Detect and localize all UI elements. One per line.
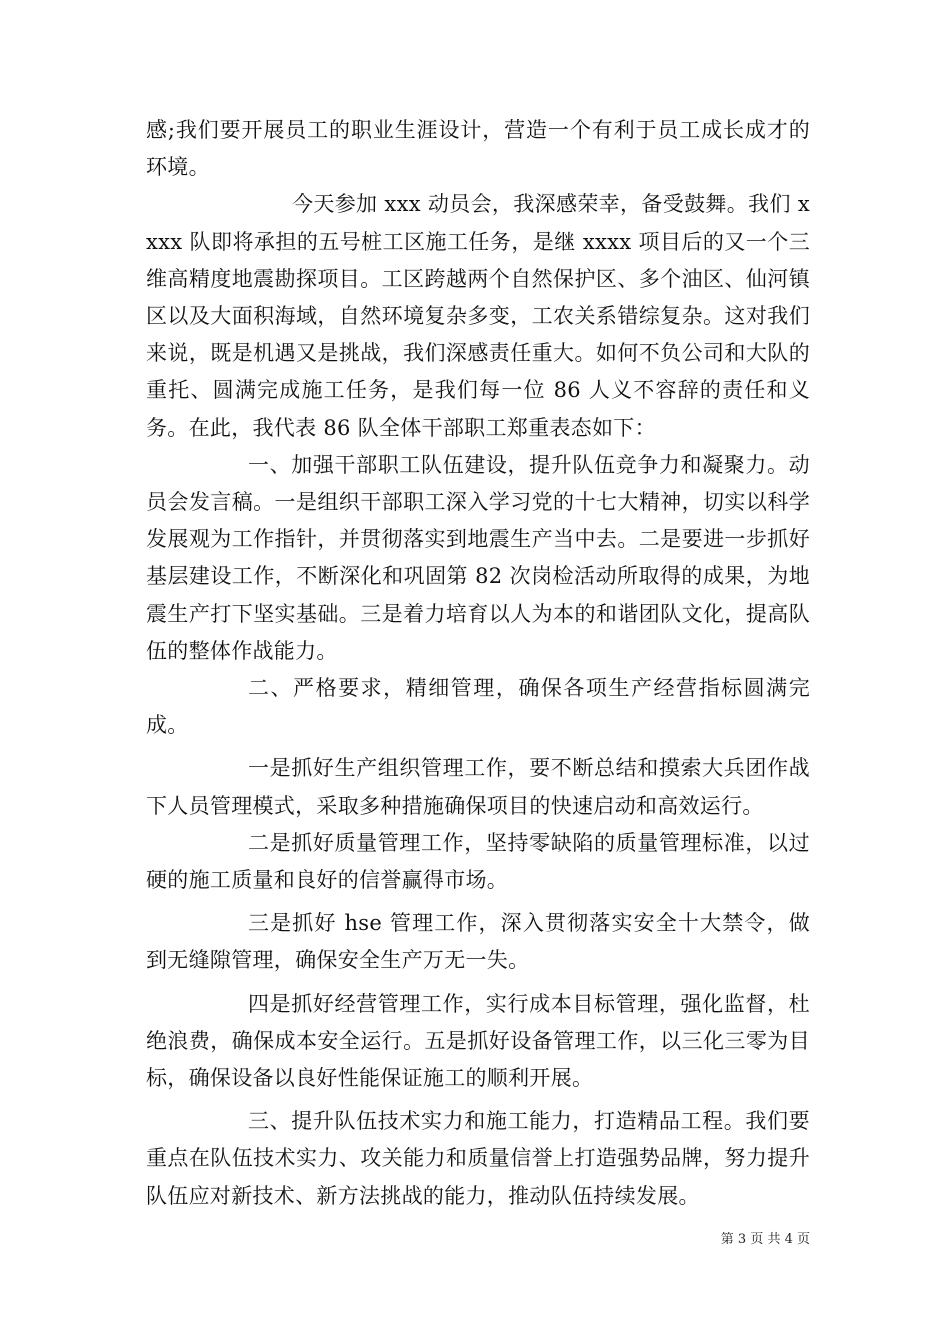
paragraph-mobilization-intro: 今天参加 xxx 动员会，我深感荣幸，备受鼓舞。我们 xxxx 队即将承担的五号桩工区施工任务，是继 xxxx 项目后的又一个三维高精度地震勘探项目。工区跨越两个自然保护区、多个油区、仙河镇区以及大面积海域，自然环境复杂多变，工农关系错综复杂。这对我们来说，既是机遇又是挑战，我们深感责任重大。如何不负公司和大队的重托、圆满完成施工任务，是我们每一位 86 人义不容辞的责任和义务。在此，我代表 86 队全体干部职工郑重表态如下： [146,192,810,440]
page-number-footer: 第 3 页 共 4 页 [720,1232,810,1247]
paragraph-technical-capability: 三、提升队伍技术实力和施工能力，打造精品工程。我们要重点在队伍技术实力、攻关能力和质量信誉上打造强势品牌，努力提升队伍应对新技术、新方法挑战的能力，推动队伍持续发展。 [146,1109,810,1208]
paragraph-hse-management: 三是抓好 hse 管理工作，深入贯彻落实安全十大禁令，做到无缝隙管理，确保安全生产万无一失。 [146,911,810,973]
paragraph-operations-management: 四是抓好经营管理工作，实行成本目标管理，强化监督，杜绝浪费，确保成本安全运行。五是抓好设备管理工作，以三化三零为目标，确保设备以良好性能保证施工的顺利开展。 [146,991,810,1091]
paragraph-production-management: 一是抓好生产组织管理工作，要不断总结和摸索大兵团作战下人员管理模式，采取多种措施确保项目的快速启动和高效运行。 [146,756,810,818]
paragraph-quality-management: 二是抓好质量管理工作，坚持零缺陷的质量管理标准，以过硬的施工质量和良好的信誉赢得市场。 [146,830,810,893]
document-body [146,112,810,1215]
paragraph-strict-management-heading: 二、严格要求，精细管理，确保各项生产经营指标圆满完成。 [146,676,810,738]
paragraph-team-building: 一、加强干部职工队伍建设，提升队伍竞争力和凝聚力。动员会发言稿。一是组织干部职工深入学习党的十七大精神，切实以科学发展观为工作指针，并贯彻落实到地震生产当中去。二是要进一步抓好基层建设工作，不断深化和巩固第 82 次岗检活动所取得的成果，为地震生产打下坚实基础。三是着力培育以人为本的和谐团队文化，提高队伍的整体作战能力。 [146,452,810,663]
paragraph-continuation: 感;我们要开展员工的职业生涯设计，营造一个有利于员工成长成才的环境。 [146,118,810,180]
